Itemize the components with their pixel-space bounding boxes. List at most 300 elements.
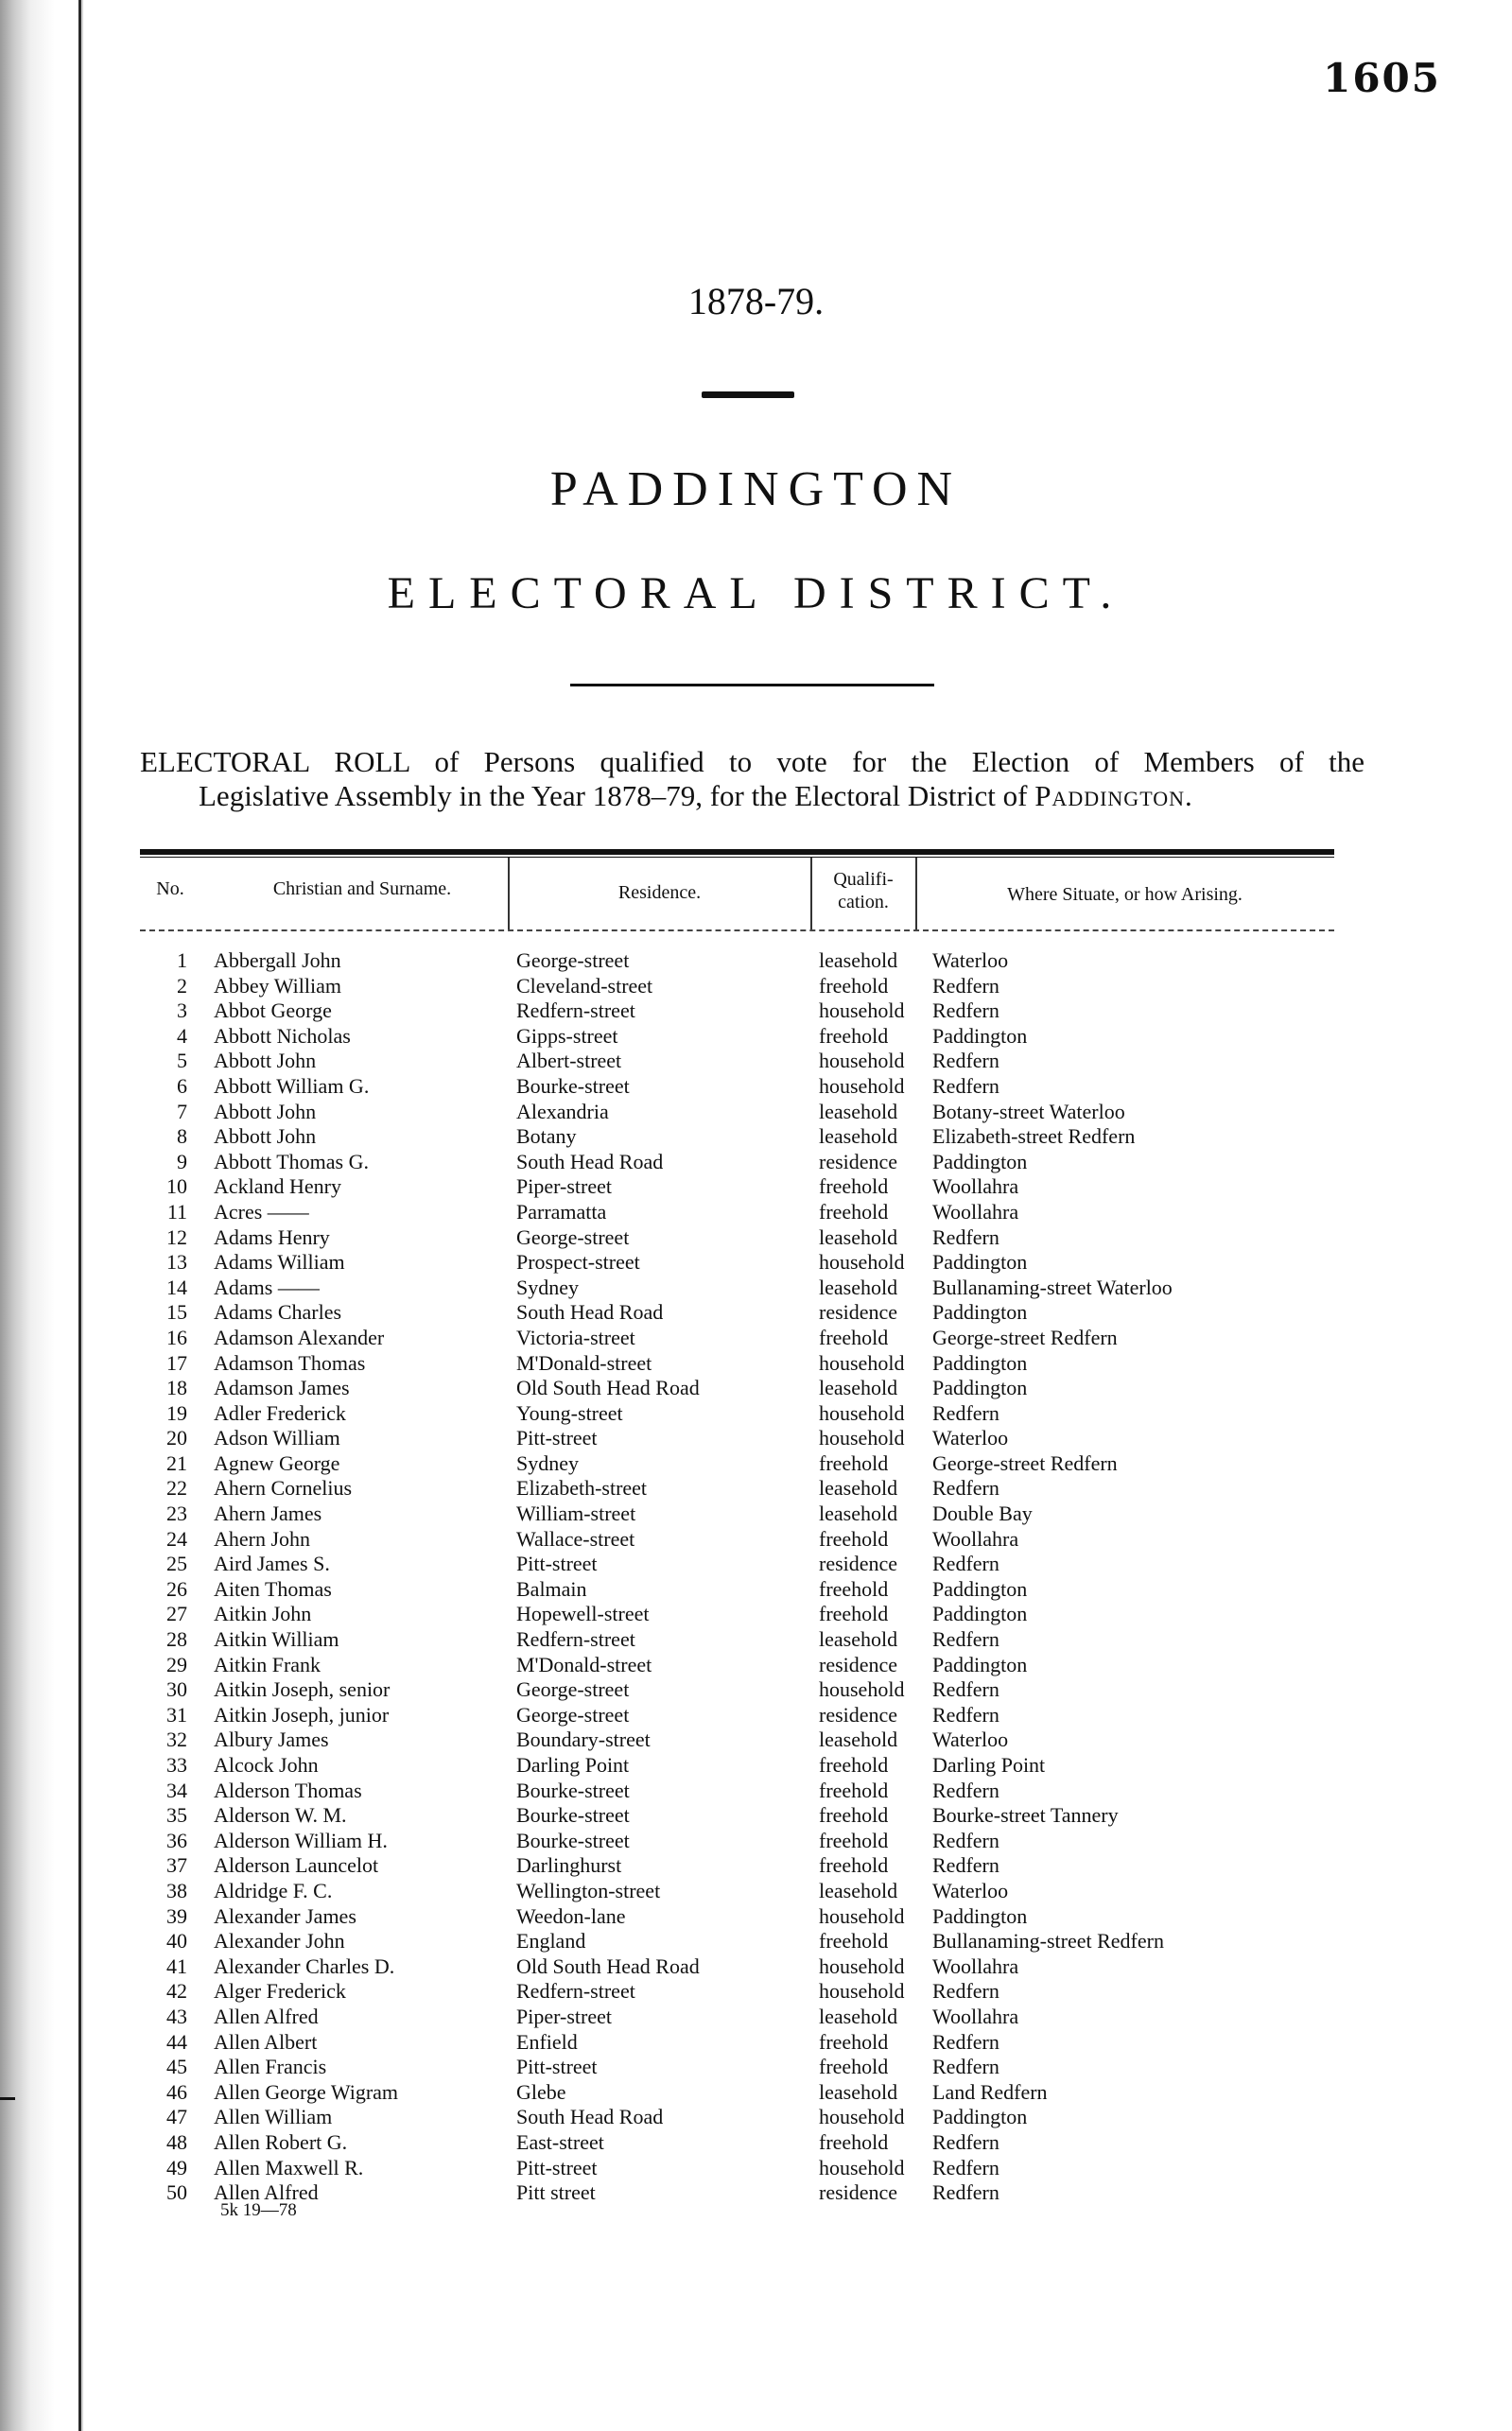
entry-residence: Parramatta bbox=[516, 1199, 607, 1224]
header-qualification bbox=[813, 868, 913, 913]
entry-name: Abbott Thomas G. bbox=[214, 1149, 369, 1173]
entry-name: Albury James bbox=[214, 1728, 329, 1752]
column-divider bbox=[508, 858, 510, 929]
entry-where-situate: Redfern bbox=[932, 1677, 999, 1702]
entry-residence: Wallace-street bbox=[516, 1526, 635, 1551]
entry-where-situate: Paddington bbox=[932, 2105, 1028, 2129]
entry-number: 22 bbox=[166, 1476, 187, 1501]
entry-name: Allen Albert bbox=[214, 2029, 318, 2054]
entry-number: 36 bbox=[166, 1828, 187, 1852]
entry-residence: Redfern-street bbox=[516, 998, 635, 1023]
entry-name: Ahern James bbox=[214, 1502, 322, 1526]
entry-number: 48 bbox=[166, 2129, 187, 2154]
table-row bbox=[140, 1426, 1334, 1451]
entry-name: Ahern Cornelius bbox=[214, 1476, 353, 1501]
entry-number: 13 bbox=[166, 1250, 187, 1275]
entry-qualification: household bbox=[819, 1426, 905, 1450]
entry-number: 14 bbox=[166, 1275, 187, 1299]
intro-district-name: Paddington. bbox=[1034, 779, 1193, 812]
entry-name: Alexander Charles D. bbox=[214, 1953, 395, 1978]
entry-where-situate: Redfern bbox=[932, 1702, 999, 1727]
table-row bbox=[140, 2055, 1334, 2080]
table-row bbox=[140, 1150, 1334, 1175]
entry-qualification: leasehold bbox=[819, 1878, 898, 1902]
entry-name: Adams Charles bbox=[214, 1300, 342, 1325]
intro-line-2-text: Legislative Assembly in the Year 1878–79, for the Electoral District of bbox=[199, 779, 1028, 812]
table-row bbox=[140, 1049, 1334, 1074]
entry-qualification: freehold bbox=[819, 1828, 889, 1852]
entry-qualification: residence bbox=[819, 1652, 898, 1676]
entry-number: 12 bbox=[166, 1224, 187, 1249]
table-row bbox=[140, 1024, 1334, 1050]
entry-residence: Prospect-street bbox=[516, 1250, 640, 1275]
entry-name: Abbott John bbox=[214, 1124, 317, 1149]
entry-residence: South Head Road bbox=[516, 2105, 664, 2129]
entry-name: Allen Maxwell R. bbox=[214, 2155, 364, 2179]
table-top-rule bbox=[140, 849, 1334, 855]
entry-number: 11 bbox=[166, 1199, 187, 1224]
entry-where-situate: Redfern bbox=[932, 2029, 999, 2054]
entry-qualification: household bbox=[819, 2155, 905, 2179]
table-row bbox=[140, 948, 1334, 974]
entry-residence: Weedon-lane bbox=[516, 1903, 626, 1928]
entry-where-situate: George-street Redfern bbox=[932, 1325, 1118, 1349]
entry-number: 41 bbox=[166, 1953, 187, 1978]
entry-qualification: freehold bbox=[819, 1778, 889, 1802]
table-row bbox=[140, 1351, 1334, 1377]
entry-residence: Boundary-street bbox=[516, 1728, 651, 1752]
entry-residence: South Head Road bbox=[516, 1149, 664, 1173]
entry-qualification: household bbox=[819, 1073, 905, 1098]
entry-number: 30 bbox=[166, 1677, 187, 1702]
entry-residence: Redfern-street bbox=[516, 1979, 635, 2004]
table-row bbox=[140, 1100, 1334, 1125]
entry-qualification: household bbox=[819, 1350, 905, 1375]
entry-residence: East-street bbox=[516, 2129, 604, 2154]
electoral-roll-table bbox=[140, 948, 1334, 2206]
header-qualification-line2: cation. bbox=[838, 892, 889, 912]
entry-where-situate: Waterloo bbox=[932, 1878, 1009, 1902]
table-row bbox=[140, 1904, 1334, 1930]
entry-qualification: freehold bbox=[819, 2055, 889, 2079]
entry-number: 15 bbox=[166, 1300, 187, 1325]
entry-number: 24 bbox=[166, 1526, 187, 1551]
entry-qualification: household bbox=[819, 1903, 905, 1928]
table-row bbox=[140, 2005, 1334, 2030]
entry-where-situate: Woollahra bbox=[932, 2004, 1019, 2028]
table-row bbox=[140, 1476, 1334, 1502]
entry-where-situate: Bourke-street Tannery bbox=[932, 1803, 1119, 1828]
entry-qualification: freehold bbox=[819, 1803, 889, 1828]
entry-number: 2 bbox=[177, 973, 187, 998]
table-row bbox=[140, 2156, 1334, 2181]
entry-name: Alderson Launcelot bbox=[214, 1853, 379, 1878]
entry-where-situate: Woollahra bbox=[932, 1526, 1019, 1551]
entry-where-situate: George-street Redfern bbox=[932, 1450, 1118, 1475]
entry-qualification: residence bbox=[819, 1149, 898, 1173]
header-residence: Residence. bbox=[617, 882, 702, 903]
entry-name: Allen William bbox=[214, 2105, 333, 2129]
table-row bbox=[140, 1779, 1334, 1804]
entry-where-situate: Waterloo bbox=[932, 948, 1009, 972]
entry-qualification: leasehold bbox=[819, 2079, 898, 2104]
entry-qualification: residence bbox=[819, 1300, 898, 1325]
entry-number: 38 bbox=[166, 1878, 187, 1902]
entry-where-situate: Redfern bbox=[932, 1627, 999, 1652]
intro-line-2 bbox=[140, 779, 1364, 813]
entry-where-situate: Redfern bbox=[932, 1552, 999, 1576]
entry-where-situate: Paddington bbox=[932, 1903, 1028, 1928]
entry-qualification: leasehold bbox=[819, 1502, 898, 1526]
column-divider bbox=[915, 858, 917, 929]
entry-qualification: household bbox=[819, 1400, 905, 1425]
entry-where-situate: Land Redfern bbox=[932, 2079, 1048, 2104]
entry-number: 18 bbox=[166, 1376, 187, 1400]
entry-residence: Botany bbox=[516, 1124, 577, 1149]
table-row bbox=[140, 974, 1334, 999]
table-row bbox=[140, 1627, 1334, 1653]
entry-name: Abbott Nicholas bbox=[214, 1023, 351, 1048]
entry-name: Alcock John bbox=[214, 1753, 319, 1777]
entry-number: 25 bbox=[166, 1552, 187, 1576]
entry-number: 42 bbox=[166, 1979, 187, 2004]
entry-name: Aitkin William bbox=[214, 1627, 339, 1652]
entry-where-situate: Paddington bbox=[932, 1300, 1028, 1325]
entry-where-situate: Paddington bbox=[932, 1652, 1028, 1676]
entry-name: Ackland Henry bbox=[214, 1174, 342, 1199]
entry-name: Adams —— bbox=[214, 1275, 320, 1299]
entry-number: 29 bbox=[166, 1652, 187, 1676]
entry-name: Aitkin Joseph, junior bbox=[214, 1702, 390, 1727]
entry-residence: Wellington-street bbox=[516, 1878, 661, 1902]
printer-code: 5k 19—78 bbox=[220, 2200, 297, 2220]
entry-name: Abbott John bbox=[214, 1099, 317, 1123]
entry-residence: William-street bbox=[516, 1502, 636, 1526]
entry-name: Allen Alfred bbox=[214, 2180, 319, 2205]
entry-where-situate: Redfern bbox=[932, 1400, 999, 1425]
page-edge-rule bbox=[78, 0, 81, 2431]
entry-where-situate: Redfern bbox=[932, 2055, 999, 2079]
entry-qualification: household bbox=[819, 1677, 905, 1702]
entry-name: Abbott John bbox=[214, 1049, 317, 1073]
entry-qualification: freehold bbox=[819, 1853, 889, 1878]
entry-number: 10 bbox=[166, 1174, 187, 1199]
entry-residence: Redfern-street bbox=[516, 1627, 635, 1652]
entry-where-situate: Waterloo bbox=[932, 1426, 1009, 1450]
entry-residence: Darlinghurst bbox=[516, 1853, 622, 1878]
table-row bbox=[140, 2030, 1334, 2056]
entry-qualification: household bbox=[819, 2105, 905, 2129]
column-divider bbox=[810, 858, 812, 929]
table-row bbox=[140, 1376, 1334, 1401]
entry-residence: Albert-street bbox=[516, 1049, 622, 1073]
ornament-rule bbox=[702, 391, 794, 398]
entry-residence: Elizabeth-street bbox=[516, 1476, 648, 1501]
entry-number: 3 bbox=[177, 998, 187, 1023]
entry-residence: George-street bbox=[516, 1702, 630, 1727]
entry-where-situate: Woollahra bbox=[932, 1199, 1019, 1224]
entry-qualification: freehold bbox=[819, 1199, 889, 1224]
entry-name: Adams Henry bbox=[214, 1224, 330, 1249]
entry-qualification: household bbox=[819, 1979, 905, 2004]
table-row bbox=[140, 1502, 1334, 1527]
entry-qualification: leasehold bbox=[819, 1224, 898, 1249]
table-row bbox=[140, 1803, 1334, 1829]
entry-number: 31 bbox=[166, 1702, 187, 1727]
entry-name: Alexander John bbox=[214, 1929, 345, 1953]
entry-residence: George-street bbox=[516, 948, 630, 972]
entry-where-situate: Paddington bbox=[932, 1576, 1028, 1601]
entry-residence: Piper-street bbox=[516, 1174, 612, 1199]
entry-name: Aird James S. bbox=[214, 1552, 330, 1576]
entry-residence: Victoria-street bbox=[516, 1325, 635, 1349]
entry-residence: Sydney bbox=[516, 1275, 579, 1299]
table-row bbox=[140, 1602, 1334, 1627]
entry-name: Abbey William bbox=[214, 973, 341, 998]
entry-number: 32 bbox=[166, 1728, 187, 1752]
entry-residence: Bourke-street bbox=[516, 1073, 630, 1098]
entry-name: Aldridge F. C. bbox=[214, 1878, 333, 1902]
table-row bbox=[140, 1174, 1334, 1200]
entry-where-situate: Redfern bbox=[932, 1828, 999, 1852]
entry-qualification: freehold bbox=[819, 1576, 889, 1601]
entry-name: Alderson William H. bbox=[214, 1828, 388, 1852]
table-row bbox=[140, 2180, 1334, 2206]
entry-where-situate: Waterloo bbox=[932, 1728, 1009, 1752]
entry-name: Adams William bbox=[214, 1250, 345, 1275]
intro-line-1: ELECTORAL ROLL of Persons qualified to vote for the Election of Members of the bbox=[140, 745, 1364, 778]
entry-where-situate: Redfern bbox=[932, 2155, 999, 2179]
entry-residence: Bourke-street bbox=[516, 1778, 630, 1802]
entry-residence: Pitt-street bbox=[516, 2155, 598, 2179]
entry-where-situate: Redfern bbox=[932, 1853, 999, 1878]
entry-name: Agnew George bbox=[214, 1450, 340, 1475]
entry-residence: Glebe bbox=[516, 2079, 566, 2104]
entry-name: Adson William bbox=[214, 1426, 340, 1450]
entry-qualification: freehold bbox=[819, 2129, 889, 2154]
entry-where-situate: Paddington bbox=[932, 1250, 1028, 1275]
entry-name: Aitkin Joseph, senior bbox=[214, 1677, 391, 1702]
entry-number: 19 bbox=[166, 1400, 187, 1425]
entry-number: 35 bbox=[166, 1803, 187, 1828]
entry-number: 16 bbox=[166, 1325, 187, 1349]
entry-name: Abbergall John bbox=[214, 948, 341, 972]
entry-number: 27 bbox=[166, 1602, 187, 1626]
entry-residence: Pitt-street bbox=[516, 1426, 598, 1450]
table-row bbox=[140, 1979, 1334, 2005]
table-row bbox=[140, 1577, 1334, 1603]
table-row bbox=[140, 2130, 1334, 2156]
table-row bbox=[140, 1250, 1334, 1276]
entry-where-situate: Botany-street Waterloo bbox=[932, 1099, 1125, 1123]
entry-number: 7 bbox=[177, 1099, 187, 1123]
entry-qualification: residence bbox=[819, 2180, 898, 2205]
entry-name: Allen Alfred bbox=[214, 2004, 319, 2028]
entry-residence: Sydney bbox=[516, 1450, 579, 1475]
table-row bbox=[140, 1929, 1334, 1954]
entry-residence: Cleveland-street bbox=[516, 973, 653, 998]
entry-name: Aitkin John bbox=[214, 1602, 312, 1626]
entry-residence: Young-street bbox=[516, 1400, 623, 1425]
table-row bbox=[140, 1527, 1334, 1553]
entry-where-situate: Redfern bbox=[932, 1049, 999, 1073]
entry-qualification: household bbox=[819, 1250, 905, 1275]
table-row bbox=[140, 1753, 1334, 1779]
entry-where-situate: Redfern bbox=[932, 1073, 999, 1098]
divider-rule bbox=[570, 684, 934, 686]
entry-qualification: leasehold bbox=[819, 1124, 898, 1149]
table-row bbox=[140, 1326, 1334, 1351]
entry-number: 49 bbox=[166, 2155, 187, 2179]
entry-residence: England bbox=[516, 1929, 586, 1953]
entry-where-situate: Paddington bbox=[932, 1376, 1028, 1400]
entry-residence: Pitt-street bbox=[516, 1552, 598, 1576]
table-row bbox=[140, 1074, 1334, 1100]
entry-qualification: freehold bbox=[819, 1929, 889, 1953]
table-row bbox=[140, 1728, 1334, 1753]
book-gutter bbox=[0, 0, 83, 2431]
entry-residence: Enfield bbox=[516, 2029, 578, 2054]
entry-number: 9 bbox=[177, 1149, 187, 1173]
entry-name: Allen Robert G. bbox=[214, 2129, 348, 2154]
entry-name: Alderson Thomas bbox=[214, 1778, 362, 1802]
entry-where-situate: Paddington bbox=[932, 1602, 1028, 1626]
roll-year: 1878-79. bbox=[687, 280, 825, 322]
entry-qualification: leasehold bbox=[819, 1275, 898, 1299]
entry-number: 17 bbox=[166, 1350, 187, 1375]
entry-where-situate: Bullanaming-street Waterloo bbox=[932, 1275, 1173, 1299]
entry-qualification: freehold bbox=[819, 1753, 889, 1777]
entry-number: 23 bbox=[166, 1502, 187, 1526]
entry-name: Allen George Wigram bbox=[214, 2079, 399, 2104]
table-row bbox=[140, 2105, 1334, 2130]
entry-qualification: leasehold bbox=[819, 1728, 898, 1752]
entry-qualification: leasehold bbox=[819, 1627, 898, 1652]
entry-qualification: freehold bbox=[819, 1023, 889, 1048]
table-row bbox=[140, 1703, 1334, 1728]
entry-qualification: household bbox=[819, 1049, 905, 1073]
entry-name: Abbott William G. bbox=[214, 1073, 370, 1098]
entry-number: 37 bbox=[166, 1853, 187, 1878]
entry-number: 50 bbox=[166, 2180, 187, 2205]
entry-residence: Pitt-street bbox=[516, 2055, 598, 2079]
table-row bbox=[140, 1954, 1334, 1980]
entry-residence: Piper-street bbox=[516, 2004, 612, 2028]
entry-name: Alexander James bbox=[214, 1903, 356, 1928]
entry-where-situate: Redfern bbox=[932, 973, 999, 998]
entry-number: 34 bbox=[166, 1778, 187, 1802]
entry-number: 6 bbox=[177, 1073, 187, 1098]
entry-name: Abbot George bbox=[214, 998, 332, 1023]
entry-name: Adamson Alexander bbox=[214, 1325, 385, 1349]
entry-name: Ahern John bbox=[214, 1526, 311, 1551]
entry-name: Aitkin Frank bbox=[214, 1652, 322, 1676]
entry-number: 45 bbox=[166, 2055, 187, 2079]
entry-residence: M'Donald-street bbox=[516, 1652, 652, 1676]
entry-residence: Pitt street bbox=[516, 2180, 596, 2205]
entry-residence: Gipps-street bbox=[516, 1023, 618, 1048]
entry-name: Alger Frederick bbox=[214, 1979, 346, 2004]
table-row bbox=[140, 1300, 1334, 1326]
entry-qualification: freehold bbox=[819, 1450, 889, 1475]
table-row bbox=[140, 1853, 1334, 1879]
entry-number: 46 bbox=[166, 2079, 187, 2104]
entry-number: 8 bbox=[177, 1124, 187, 1149]
entry-qualification: leasehold bbox=[819, 1476, 898, 1501]
entry-number: 44 bbox=[166, 2029, 187, 2054]
entry-qualification: household bbox=[819, 998, 905, 1023]
entry-where-situate: Redfern bbox=[932, 998, 999, 1023]
entry-number: 47 bbox=[166, 2105, 187, 2129]
entry-number: 20 bbox=[166, 1426, 187, 1450]
entry-qualification: residence bbox=[819, 1552, 898, 1576]
entry-name: Acres —— bbox=[214, 1199, 309, 1224]
entry-residence: George-street bbox=[516, 1224, 630, 1249]
entry-qualification: household bbox=[819, 1953, 905, 1978]
entry-residence: George-street bbox=[516, 1677, 630, 1702]
entry-residence: Balmain bbox=[516, 1576, 587, 1601]
entry-where-situate: Woollahra bbox=[932, 1953, 1019, 1978]
entry-number: 28 bbox=[166, 1627, 187, 1652]
entry-number: 26 bbox=[166, 1576, 187, 1601]
entry-number: 1 bbox=[177, 948, 187, 972]
entry-number: 40 bbox=[166, 1929, 187, 1953]
entry-where-situate: Paddington bbox=[932, 1149, 1028, 1173]
table-row bbox=[140, 998, 1334, 1024]
table-row bbox=[140, 1276, 1334, 1301]
entry-number: 43 bbox=[166, 2004, 187, 2028]
entry-number: 5 bbox=[177, 1049, 187, 1073]
table-row bbox=[140, 1829, 1334, 1854]
table-row bbox=[140, 1225, 1334, 1251]
header-where: Where Situate, or how Arising. bbox=[1007, 884, 1243, 905]
table-row bbox=[140, 1451, 1334, 1477]
table-row bbox=[140, 1124, 1334, 1150]
entry-name: Adamson James bbox=[214, 1376, 350, 1400]
header-no: No. bbox=[156, 878, 184, 899]
entry-number: 33 bbox=[166, 1753, 187, 1777]
entry-residence: M'Donald-street bbox=[516, 1350, 652, 1375]
entry-where-situate: Redfern bbox=[932, 1979, 999, 2004]
entry-qualification: leasehold bbox=[819, 2004, 898, 2028]
entry-where-situate: Redfern bbox=[932, 1224, 999, 1249]
header-qualification-line1: Qualifi- bbox=[833, 869, 894, 890]
entry-where-situate: Paddington bbox=[932, 1350, 1028, 1375]
entry-residence: South Head Road bbox=[516, 1300, 664, 1325]
entry-qualification: freehold bbox=[819, 2029, 889, 2054]
entry-number: 4 bbox=[177, 1023, 187, 1048]
entry-name: Aiten Thomas bbox=[214, 1576, 332, 1601]
entry-residence: Old South Head Road bbox=[516, 1376, 700, 1400]
table-top-rule-thin bbox=[140, 857, 1334, 858]
entry-residence: Darling Point bbox=[516, 1753, 630, 1777]
table-row bbox=[140, 1653, 1334, 1678]
entry-qualification: freehold bbox=[819, 1325, 889, 1349]
entry-qualification: freehold bbox=[819, 1602, 889, 1626]
entry-qualification: leasehold bbox=[819, 948, 898, 972]
entry-qualification: freehold bbox=[819, 973, 889, 998]
entry-name: Adamson Thomas bbox=[214, 1350, 366, 1375]
entry-where-situate: Woollahra bbox=[932, 1174, 1019, 1199]
table-row bbox=[140, 2080, 1334, 2106]
entry-where-situate: Paddington bbox=[932, 1023, 1028, 1048]
entry-where-situate: Elizabeth-street Redfern bbox=[932, 1124, 1136, 1149]
entry-qualification: freehold bbox=[819, 1174, 889, 1199]
entry-number: 21 bbox=[166, 1450, 187, 1475]
district-subtitle: ELECTORAL DISTRICT. bbox=[387, 568, 1125, 618]
entry-name: Adler Frederick bbox=[214, 1400, 346, 1425]
table-row bbox=[140, 1677, 1334, 1703]
